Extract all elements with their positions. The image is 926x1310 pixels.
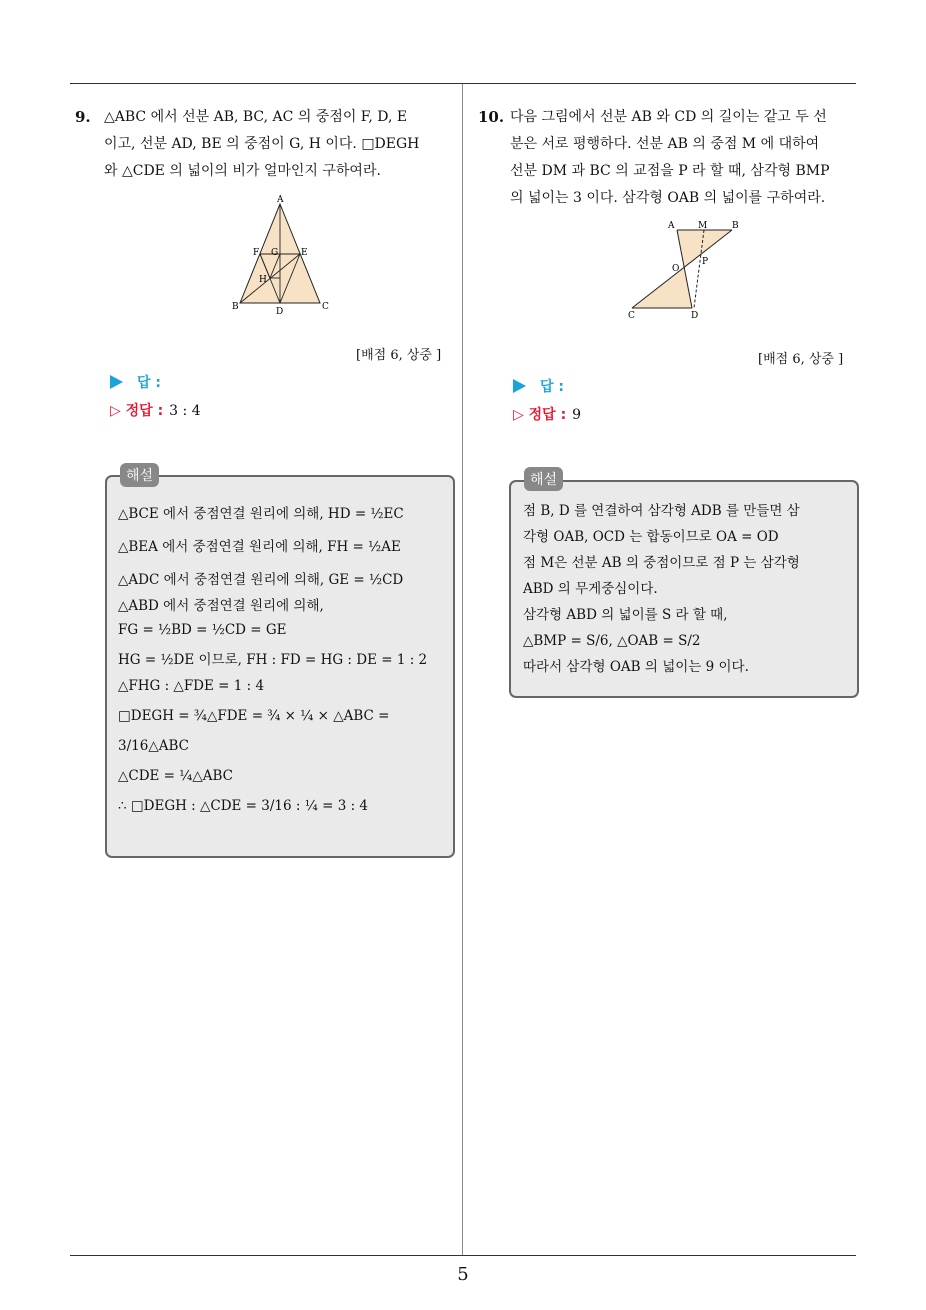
label-b: B: [732, 221, 739, 231]
play-icon: [110, 375, 123, 389]
answer-label: 답 :: [137, 375, 161, 391]
label-a: A: [277, 195, 284, 205]
correct-answer-label: 정답 :: [528, 407, 567, 423]
label-h: H: [259, 275, 267, 285]
label-b: B: [232, 302, 239, 312]
solution-line: △FHG : △FDE = 1 : 4: [118, 678, 265, 694]
triangle-outline-icon: ▷: [110, 403, 126, 419]
solution-line: FG = ½BD = ½CD = GE: [118, 622, 287, 638]
solution-line: 3/16△ABC: [118, 738, 189, 754]
solution-line: 점 B, D 를 연결하여 삼각형 ADB 를 만들면 삼: [523, 503, 800, 519]
solution-line: 따라서 삼각형 OAB 의 넓이는 9 이다.: [523, 659, 749, 675]
question-line: 선분 DM 과 BC 의 교점을 P 라 할 때, 삼각형 BMP: [510, 163, 830, 179]
solution-line: △CDE = ¼△ABC: [118, 768, 234, 784]
question-line: 이고, 선분 AD, BE 의 중점이 G, H 이다. □DEGH: [104, 136, 420, 152]
question-text: [104, 104, 456, 185]
label-e: E: [301, 248, 308, 258]
solution-text: [523, 498, 848, 680]
label-f: F: [253, 248, 260, 258]
label-c: C: [628, 311, 635, 321]
label-d: D: [276, 307, 284, 317]
column-divider: [462, 84, 463, 1256]
top-rule: [70, 83, 856, 84]
question-line: 다음 그림에서 선분 AB 와 CD 의 길이는 같고 두 선: [510, 109, 827, 125]
page-number: 5: [457, 1264, 469, 1285]
solution-line: ABD 의 무게중심이다.: [523, 581, 658, 597]
correct-answer-row: [110, 400, 201, 420]
label-a: A: [668, 221, 675, 231]
score-label: [배점 6, 상중 ]: [758, 352, 844, 367]
question-line: △ABC 에서 선분 AB, BC, AC 의 중점이 F, D, E: [104, 109, 408, 125]
question-line: 분은 서로 평행하다. 선분 AB 의 중점 M 에 대하여: [510, 136, 820, 152]
label-d: D: [691, 311, 699, 321]
solution-line: △BEA 에서 중점연결 원리에 의해, FH = ½AE: [118, 539, 401, 555]
label-c: C: [322, 302, 329, 312]
correct-answer-value: 9: [572, 407, 582, 423]
solution-line: □DEGH = ¾△FDE = ¾ × ¼ × △ABC =: [118, 708, 390, 724]
solution-line: 삼각형 ABD 의 넓이를 S 라 할 때,: [523, 607, 728, 623]
solution-line: △ADC 에서 중점연결 원리에 의해, GE = ½CD: [118, 572, 404, 588]
triangle-outline-icon: ▷: [513, 407, 529, 423]
correct-answer-row: [513, 404, 581, 424]
label-o: O: [672, 264, 680, 274]
answer-row: [110, 372, 161, 392]
solution-line: △BMP = S/6, △OAB = S/2: [523, 633, 701, 649]
label-g: G: [271, 248, 279, 258]
score-label: [배점 6, 상중 ]: [356, 348, 442, 363]
solution-line: ∴ □DEGH : △CDE = 3/16 : ¼ = 3 : 4: [118, 798, 369, 814]
question-number: 9.: [75, 108, 91, 126]
solution-text: [118, 502, 443, 818]
question-number: 10.: [478, 108, 505, 126]
answer-label: 답 :: [540, 379, 564, 395]
question-line: 와 △CDE 의 넓이의 비가 얼마인지 구하여라.: [104, 163, 381, 179]
correct-answer-label: 정답 :: [125, 403, 164, 419]
label-p: P: [702, 257, 709, 267]
solution-line: 점 M은 선분 AB 의 중점이므로 점 P 는 삼각형: [523, 555, 800, 571]
solution-line: 각형 OAB, OCD 는 합동이므로 OA = OD: [523, 529, 779, 545]
bottom-rule: [70, 1255, 856, 1256]
solution-tag: 해설: [524, 467, 563, 491]
solution-tag: 해설: [120, 463, 159, 487]
label-m: M: [698, 221, 708, 231]
parallel-segments-figure: [622, 216, 747, 322]
solution-line: HG = ½DE 이므로, FH : FD = HG : DE = 1 : 2: [118, 652, 428, 668]
play-icon: [513, 379, 526, 393]
question-text: [510, 104, 858, 212]
solution-line: △BCE 에서 중점연결 원리에 의해, HD = ½EC: [118, 506, 404, 522]
question-line: 의 넓이는 3 이다. 삼각형 OAB 의 넓이를 구하여라.: [510, 190, 826, 206]
solution-line: △ABD 에서 중점연결 원리에 의해,: [118, 598, 324, 614]
answer-row: [513, 376, 564, 396]
correct-answer-value: 3 : 4: [169, 403, 201, 419]
triangle-figure: [228, 193, 338, 318]
